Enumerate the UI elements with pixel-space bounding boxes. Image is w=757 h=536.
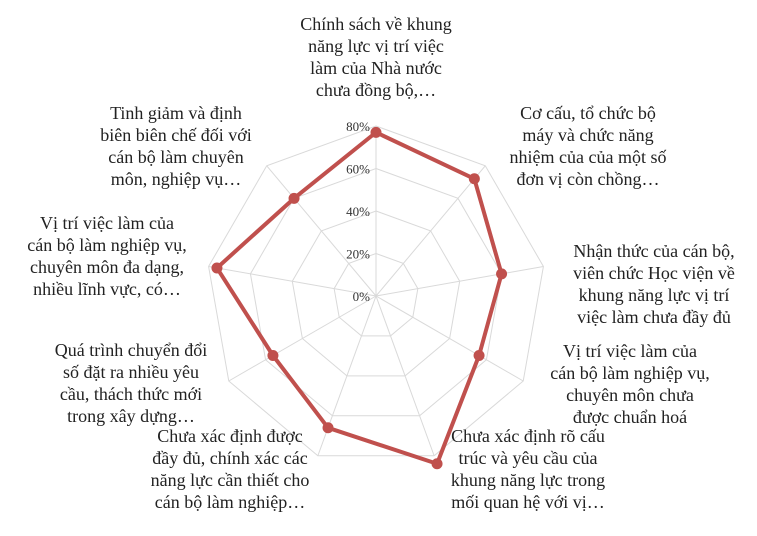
- spoke-6: [229, 296, 376, 381]
- category-label-4-line-2: khung năng lực trong: [450, 470, 606, 490]
- tick-label-2: 40%: [346, 204, 370, 219]
- data-point-4: [432, 459, 442, 469]
- data-point-2: [497, 269, 507, 279]
- category-label-4-line-1: trúc và yêu cầu của: [458, 448, 598, 468]
- category-label-3-line-2: chuyên môn chưa: [566, 385, 694, 405]
- category-label-0: [300, 14, 451, 100]
- category-label-6: [55, 340, 207, 426]
- category-label-1-line-3: đơn vị còn chồng…: [516, 169, 660, 189]
- category-label-3-line-3: được chuẩn hoá: [572, 407, 688, 427]
- category-label-1-line-2: nhiệm của của một số: [509, 147, 667, 167]
- category-label-2: [573, 241, 735, 327]
- category-label-0-line-3: chưa đồng bộ,…: [315, 80, 437, 100]
- data-point-6: [268, 351, 278, 361]
- category-label-6-line-0: Quá trình chuyển đổi: [54, 340, 208, 360]
- category-label-0-line-1: năng lực vị trí việc: [308, 36, 444, 56]
- data-point-7: [212, 263, 222, 273]
- grid-layer: [209, 126, 544, 456]
- category-label-5-line-3: cán bộ làm nghiệp…: [154, 492, 306, 512]
- category-label-3-line-1: cán bộ làm nghiệp vụ,: [550, 363, 710, 383]
- category-label-3: [550, 341, 709, 427]
- data-point-1: [469, 174, 479, 184]
- spoke-1: [376, 166, 485, 296]
- category-label-8-line-2: cán bộ làm chuyên: [108, 147, 244, 167]
- spoke-8: [267, 166, 376, 296]
- category-label-5-line-1: đầy đủ, chính xác các: [152, 448, 308, 468]
- category-label-7: [27, 213, 186, 299]
- data-point-8: [289, 193, 299, 203]
- category-label-7-line-2: chuyên môn đa dạng,: [30, 257, 184, 277]
- category-label-6-line-3: trong xây dựng…: [67, 406, 195, 426]
- spoke-3: [376, 296, 523, 381]
- category-labels: [27, 14, 735, 512]
- category-label-1-line-0: Cơ cấu, tổ chức bộ: [520, 103, 656, 123]
- category-label-8-line-1: biên biên chế đối với: [100, 125, 252, 145]
- category-label-4-line-3: mối quan hệ với vị…: [451, 492, 605, 512]
- category-label-2-line-1: viên chức Học viện về: [573, 263, 735, 283]
- tick-label-3: 60%: [346, 161, 370, 177]
- category-label-7-line-3: nhiều lĩnh vực, có…: [33, 279, 181, 299]
- category-label-2-line-0: Nhận thức của cán bộ,: [573, 241, 735, 261]
- tick-label-1: 20%: [346, 246, 370, 262]
- category-label-8-line-0: Tinh giảm và định: [110, 103, 242, 123]
- category-label-7-line-1: cán bộ làm nghiệp vụ,: [27, 235, 187, 255]
- category-label-2-line-2: khung năng lực vị trí: [578, 285, 730, 305]
- tick-label-4: 80%: [346, 119, 370, 134]
- category-label-4-line-0: Chưa xác định rõ cấu: [451, 426, 605, 446]
- category-label-6-line-1: số đặt ra nhiều yêu: [63, 362, 199, 382]
- category-label-3-line-0: Vị trí việc làm của: [563, 341, 697, 361]
- category-label-6-line-2: cầu, thách thức mới: [59, 384, 203, 404]
- data-point-0: [371, 127, 381, 137]
- category-label-4: [451, 426, 605, 512]
- category-label-5-line-2: năng lực cần thiết cho: [150, 470, 310, 490]
- category-label-5-line-0: Chưa xác định được: [157, 426, 303, 446]
- category-label-7-line-0: Vị trí việc làm của: [40, 213, 174, 233]
- tick-label-0: 0%: [352, 289, 370, 304]
- category-label-0-line-2: làm của Nhà nước: [310, 58, 442, 78]
- category-label-5: [151, 426, 310, 512]
- category-label-0-line-0: Chính sách về khung: [300, 14, 452, 34]
- data-point-5: [323, 423, 333, 433]
- category-label-8-line-3: môn, nghiệp vụ…: [110, 169, 242, 189]
- category-label-2-line-3: việc làm chưa đầy đủ: [577, 307, 731, 327]
- category-label-1: [510, 103, 667, 189]
- category-label-1-line-1: máy và chức năng: [522, 125, 654, 145]
- data-point-3: [474, 351, 484, 361]
- category-label-8: [100, 103, 251, 189]
- spoke-2: [376, 266, 543, 296]
